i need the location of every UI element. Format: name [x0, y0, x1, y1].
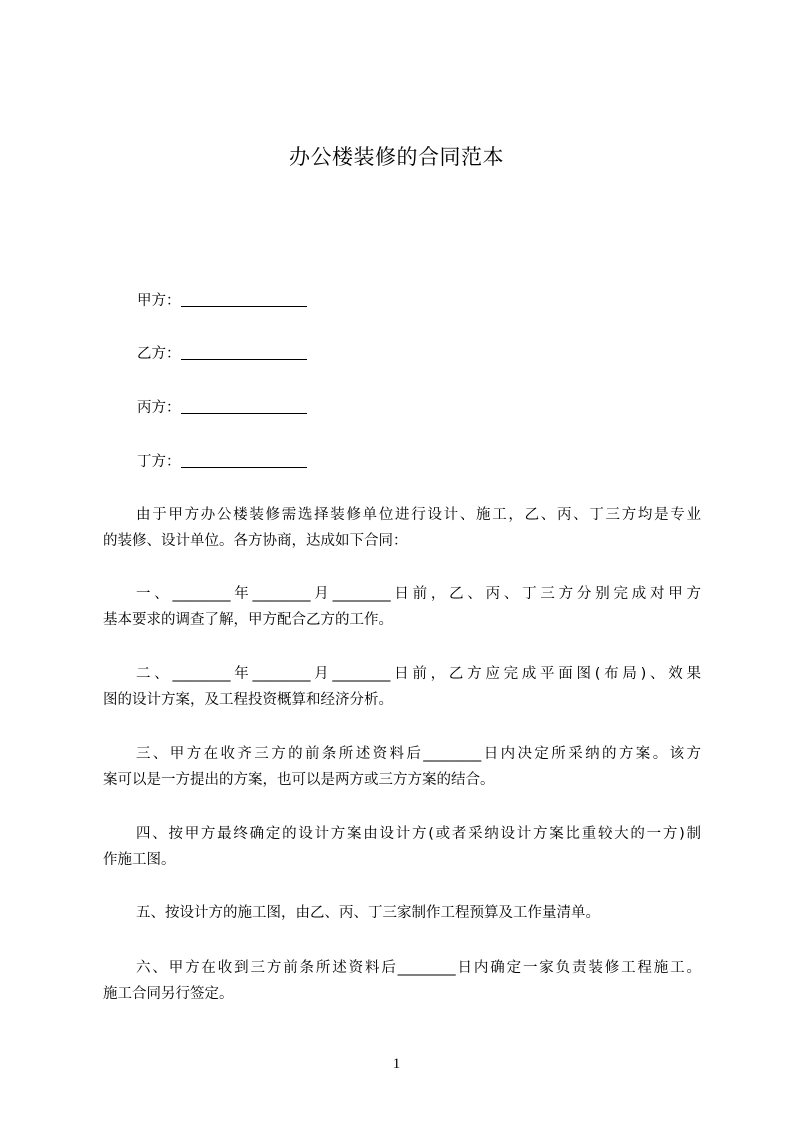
- paragraph-clause-2: [103, 661, 701, 713]
- paragraph-line: 二、________年________月________日前，乙方应完成平面图(布局)、效果: [136, 666, 701, 682]
- paragraph-clause-4: [103, 821, 701, 873]
- paragraph-line: 图的设计方案，及工程投资概算和经济分析。: [103, 692, 393, 708]
- party-c-blank[interactable]: [181, 399, 307, 414]
- party-b-line: [137, 343, 307, 365]
- party-d-line: [137, 451, 307, 473]
- paragraph-line: 施工合同另行签定。: [103, 986, 234, 1002]
- paragraph-clause-6: [103, 955, 701, 1007]
- paragraph-line: 由于甲方办公楼装修需选择装修单位进行设计、施工，乙、丙、丁三方均是专业: [136, 507, 701, 523]
- paragraph-line: 基本要求的调查了解，甲方配合乙方的工作。: [103, 612, 393, 628]
- paragraph-line: 案可以是一方提出的方案，也可以是两方或三方方案的结合。: [103, 772, 495, 788]
- party-a-line: [137, 290, 307, 312]
- paragraph-clause-3: [103, 741, 701, 793]
- paragraph-line: 四、按甲方最终确定的设计方案由设计方(或者采纳设计方案比重较大的一方)制: [136, 826, 701, 842]
- page-number: 1: [392, 1056, 401, 1072]
- party-d-blank[interactable]: [181, 453, 307, 468]
- paragraph-clause-5: [103, 900, 701, 926]
- paragraph-clause-1: [103, 581, 701, 633]
- party-b-blank[interactable]: [181, 345, 307, 360]
- paragraph-intro: [103, 502, 701, 554]
- paragraph-line: 五、按设计方的施工图，由乙、丙、丁三家制作工程预算及工作量清单。: [136, 905, 600, 921]
- paragraph-line: 的装修、设计单位。各方协商，达成如下合同：: [103, 533, 408, 549]
- paragraph-line: 六、甲方在收到三方前条所述资料后________日内确定一家负责装修工程施工。: [136, 960, 701, 976]
- document-title: 办公楼装修的合同范本: [289, 145, 504, 169]
- party-a-blank[interactable]: [181, 292, 307, 307]
- paragraph-line: 作施工图。: [103, 852, 176, 868]
- paragraph-line: 三、甲方在收齐三方的前条所述资料后________日内决定所采纳的方案。该方: [136, 746, 701, 762]
- party-c-label: 丙方：: [137, 400, 181, 416]
- party-a-label: 甲方：: [137, 293, 181, 309]
- paragraph-line: 一、________年________月________日前，乙、丙、丁三方分别完成对甲方: [136, 586, 701, 602]
- party-c-line: [137, 397, 307, 419]
- party-b-label: 乙方：: [137, 346, 181, 362]
- party-d-label: 丁方：: [137, 454, 181, 470]
